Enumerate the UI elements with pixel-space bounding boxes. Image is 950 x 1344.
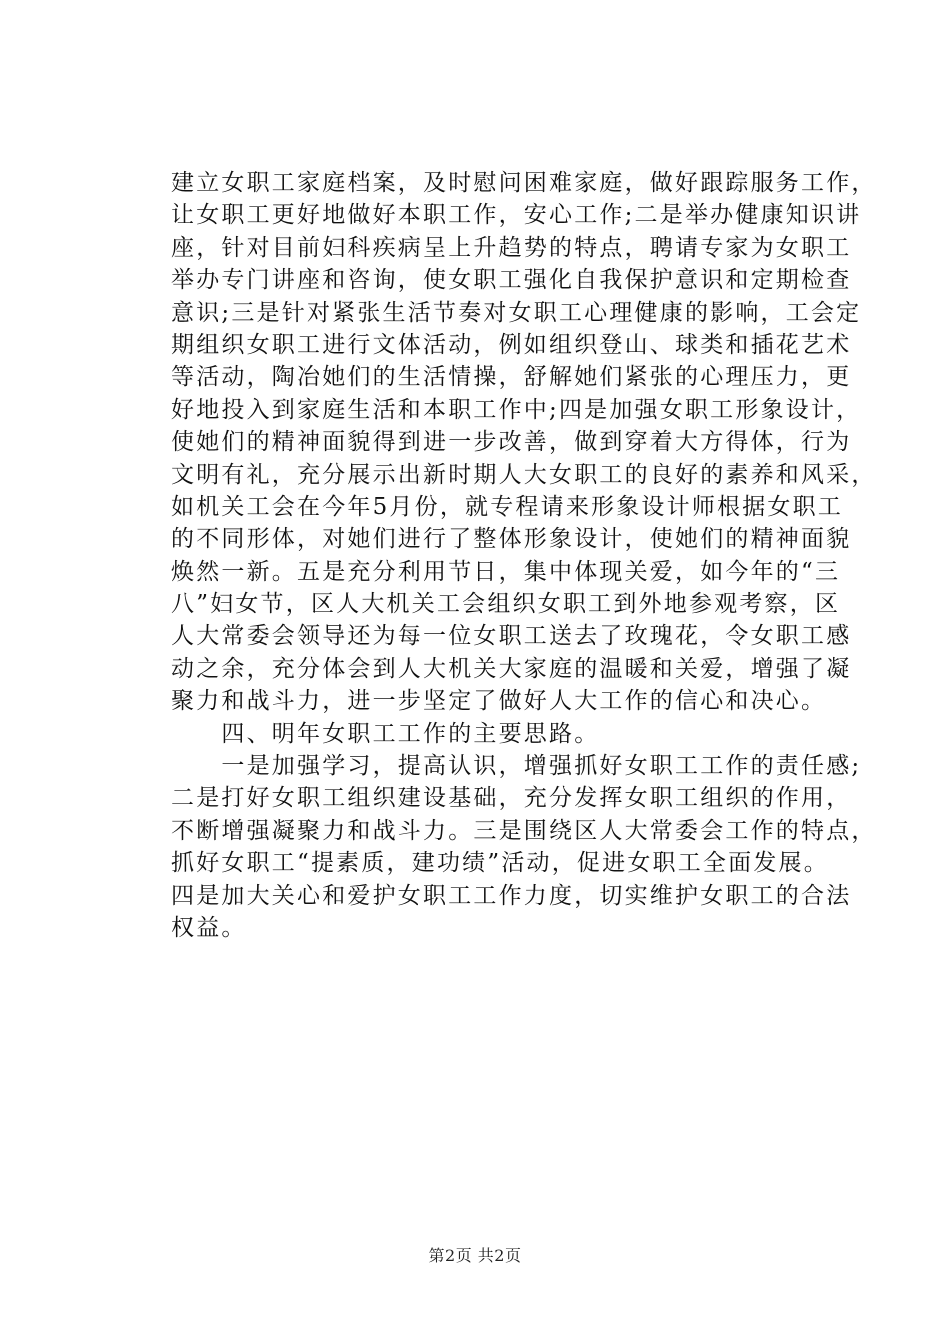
text-line: 八”妇女节，区人大机关工会组织女职工到外地参观考察，区 — [171, 591, 841, 618]
text-line: 座，针对目前妇科疾病呈上升趋势的特点，聘请专家为女职工 — [171, 234, 852, 261]
text-line: 文明有礼，充分展示出新时期人大女职工的良好的素养和风采， — [171, 461, 877, 488]
section-heading: 四、明年女职工工作的主要思路。 — [171, 720, 600, 747]
text-line: 意识;三是针对紧张生活节奏对女职工心理健康的影响，工会定 — [171, 299, 862, 326]
text-line: 一是加强学习，提高认识，增强抓好女职工工作的责任感; — [171, 753, 862, 780]
text-line: 举办专门讲座和咨询，使女职工强化自我保护意识和定期检查 — [171, 267, 852, 294]
text-line: 期组织女职工进行文体活动，例如组织登山、球类和插花艺术 — [171, 331, 852, 358]
text-line: 不断增强凝聚力和战斗力。三是围绕区人大常委会工作的特点， — [171, 817, 877, 844]
text-line: 二是打好女职工组织建设基础，充分发挥女职工组织的作用， — [171, 785, 852, 812]
text-line: 抓好女职工“提素质，建功绩”活动，促进女职工全面发展。 — [171, 850, 829, 877]
text-line: 动之余，充分体会到人大机关大家庭的温暖和关爱，增强了凝 — [171, 655, 852, 682]
text-line: 好地投入到家庭生活和本职工作中;四是加强女职工形象设计， — [171, 396, 862, 423]
text-line: 使她们的精神面貌得到进一步改善，做到穿着大方得体，行为 — [171, 429, 852, 456]
text-line: 人大常委会领导还为每一位女职工送去了玫瑰花，令女职工感 — [171, 623, 852, 650]
text-line: 让女职工更好地做好本职工作，安心工作;二是举办健康知识讲 — [171, 202, 862, 229]
text-line: 权益。 — [171, 914, 247, 941]
page-footer: 第2页 共2页 — [428, 1246, 522, 1265]
text-line: 焕然一新。五是充分利用节日，集中体现关爱，如今年的“三 — [171, 558, 841, 585]
text-line: 等活动，陶冶她们的生活情操，舒解她们紧张的心理压力，更 — [171, 364, 852, 391]
document-body — [171, 167, 877, 944]
text-line: 聚力和战斗力，进一步坚定了做好人大工作的信心和决心。 — [171, 688, 827, 715]
text-line: 的不同形体，对她们进行了整体形象设计，使她们的精神面貌 — [171, 526, 852, 553]
text-line: 建立女职工家庭档案，及时慰问困难家庭，做好跟踪服务工作， — [171, 170, 877, 196]
text-line: 四是加大关心和爱护女职工工作力度，切实维护女职工的合法 — [171, 882, 852, 909]
text-line: 如机关工会在今年5月份，就专程请来形象设计师根据女职工 — [171, 493, 844, 520]
